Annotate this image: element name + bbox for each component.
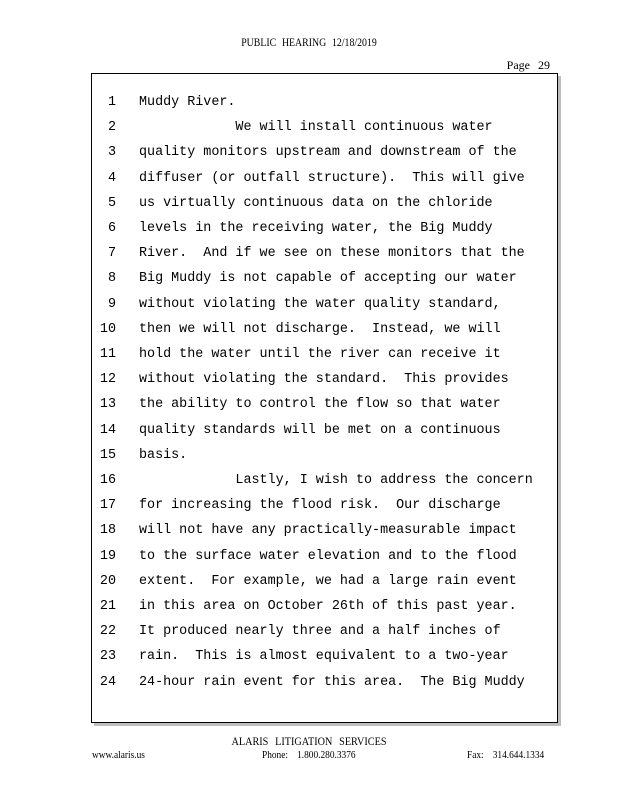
- line-number: 9: [107, 296, 116, 312]
- transcript-line: [92, 443, 557, 468]
- line-text: will not have any practically-measurable impact: [139, 523, 517, 539]
- line-number: 8: [107, 271, 116, 287]
- line-text: us virtually continuous data on the chloride: [139, 195, 493, 211]
- line-text: Muddy River.: [139, 95, 236, 110]
- line-number: 5: [107, 195, 116, 211]
- line-number: 3: [107, 145, 116, 161]
- page-header-title: PUBLIC HEARING 12/18/2019: [241, 35, 377, 49]
- line-number: 12: [99, 372, 116, 388]
- transcript-line: [92, 569, 557, 594]
- line-number: 19: [99, 548, 116, 564]
- line-number: 18: [99, 523, 116, 539]
- line-number: 4: [107, 170, 116, 186]
- line-number: 21: [99, 599, 116, 614]
- line-text: quality standards will be met on a continuous: [139, 422, 501, 438]
- transcript-line: [92, 418, 557, 443]
- line-number: 13: [99, 397, 116, 413]
- line-text: It produced nearly three and a half inches of: [139, 624, 501, 640]
- line-text: for increasing the flood risk. Our discharge: [139, 498, 501, 514]
- line-number: 2: [107, 120, 116, 136]
- line-text: to the surface water elevation and to the flood: [139, 548, 517, 564]
- transcript-line: [92, 468, 557, 493]
- footer-website: www.alaris.us: [92, 749, 145, 761]
- transcript-line: [92, 518, 557, 543]
- footer-fax: Fax: 314.644.1334: [467, 749, 545, 761]
- line-number: 14: [99, 422, 116, 438]
- transcript-line: [92, 115, 557, 140]
- line-text: River. And if we see on these monitors that the: [139, 246, 525, 262]
- line-text: quality monitors upstream and downstream of the: [139, 145, 517, 161]
- transcript-line: [92, 140, 557, 165]
- transcript-line: [92, 367, 557, 392]
- line-number: 6: [107, 221, 116, 236]
- transcript-line: [92, 493, 557, 518]
- line-number: 22: [99, 624, 116, 640]
- line-number: 23: [99, 649, 116, 665]
- transcript-line: [92, 670, 557, 695]
- line-number: 7: [107, 246, 116, 262]
- footer-company: ALARIS LITIGATION SERVICES: [231, 734, 387, 748]
- line-text: without violating the water quality standard,: [139, 296, 501, 312]
- page-number: Page 29: [506, 58, 550, 72]
- line-text: hold the water until the river can receive it: [139, 347, 501, 362]
- line-number: 15: [99, 447, 116, 463]
- transcript-line: [92, 216, 557, 241]
- line-text: basis.: [139, 447, 188, 463]
- footer-phone: Phone: 1.800.280.3376: [262, 749, 356, 761]
- line-text: levels in the receiving water, the Big Muddy: [139, 221, 493, 236]
- transcript-line: [92, 392, 557, 417]
- transcript-line: [92, 644, 557, 669]
- transcript-line: [92, 317, 557, 342]
- line-text: Big Muddy is not capable of accepting our water: [139, 271, 517, 287]
- transcript-line: [92, 619, 557, 644]
- line-text: We will install continuous water: [139, 120, 493, 136]
- line-text: then we will not discharge. Instead, we will: [139, 321, 501, 337]
- transcript-line: [92, 544, 557, 569]
- line-text: 24-hour rain event for this area. The Big Muddy: [139, 674, 525, 690]
- transcript-line: [92, 191, 557, 216]
- line-text: the ability to control the flow so that water: [139, 397, 501, 413]
- line-number: 16: [99, 473, 116, 488]
- transcript-line: [92, 292, 557, 317]
- line-text: rain. This is almost equivalent to a two-year: [139, 649, 509, 665]
- transcript-line: [92, 241, 557, 266]
- line-number: 11: [99, 347, 116, 362]
- transcript-line: [92, 166, 557, 191]
- transcript-line: [92, 342, 557, 367]
- transcript-line: [92, 594, 557, 619]
- line-number: 1: [107, 95, 116, 110]
- line-number: 10: [99, 321, 116, 337]
- line-number: 24: [99, 674, 116, 690]
- transcript-line: [92, 266, 557, 291]
- line-number: 17: [99, 498, 116, 514]
- line-number: 20: [99, 573, 116, 589]
- line-text: in this area on October 26th of this past year.: [139, 599, 517, 614]
- transcript-page: [91, 73, 558, 723]
- line-text: Lastly, I wish to address the concern: [139, 473, 533, 488]
- line-text: without violating the standard. This provides: [139, 372, 509, 388]
- transcript-line: [92, 90, 557, 115]
- line-text: extent. For example, we had a large rain event: [139, 573, 517, 589]
- line-text: diffuser (or outfall structure). This will give: [139, 170, 525, 186]
